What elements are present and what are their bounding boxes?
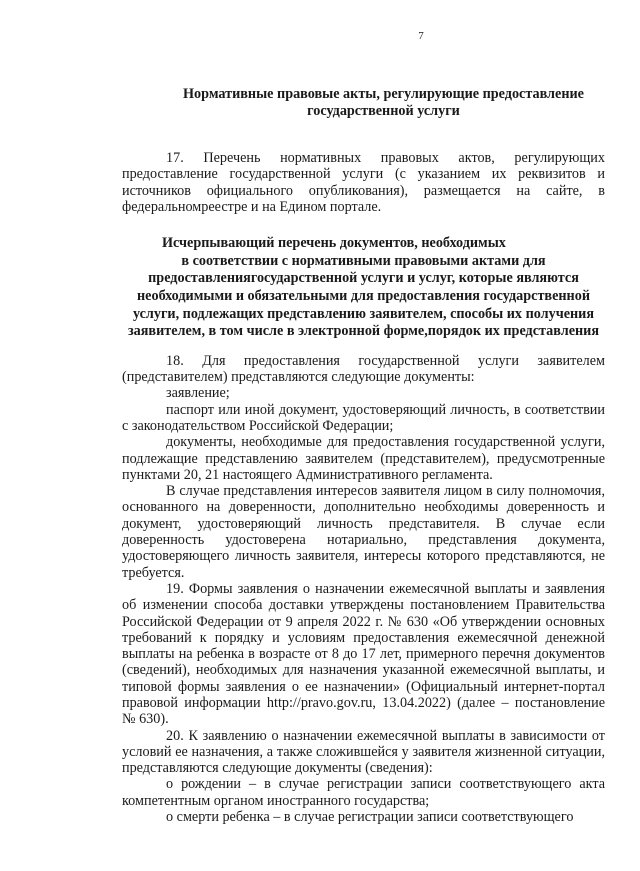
heading-line: Исчерпывающий перечень документов, необходимых bbox=[162, 235, 506, 252]
paragraph-20: 20. К заявлению о назначении ежемесячной выплаты в зависимости от условий ее назначения, а также сложившейся у заявителя жизненной ситуации, представляются следующие документы (сведения): bbox=[122, 727, 605, 777]
paragraph-18: 18. Для предоставления государственной услуги заявителем (представителем) представляются следующие документы: bbox=[122, 352, 605, 386]
paragraph-18-item: В случае представления интересов заявителя лицом в силу полномочия, основанного на доверенности, дополнительно необходимы доверенность и документ, удостоверяющий личность представителя. В случае если доверенность удостоверена нотариально, представления документа, удостоверяющего личность заявителя, интересы которого представляются, не требуется. bbox=[122, 483, 605, 581]
paragraph-18-item: документы, необходимые для предоставления государственной услуги, подлежащие представлению заявителем (представителем), предусмотренные пунктами 20, 21 настоящего Административного регламента. bbox=[122, 434, 605, 483]
paragraph-18-item: заявление; bbox=[166, 385, 230, 402]
heading-line: услуги, подлежащих представлению заявителем, способы их получения bbox=[132, 305, 595, 322]
heading-line: Нормативные правовые акты, регулирующие предоставление bbox=[183, 86, 584, 102]
heading-line: необходимыми и обязательными для предоставления государственной bbox=[137, 287, 590, 304]
paragraph-20-item: о рождении – в случае регистрации записи соответствующего акта компетентным органом иностранного государства; bbox=[122, 776, 605, 809]
heading-line: в соответствии с нормативными правовыми актами для bbox=[181, 252, 546, 269]
paragraph-17: 17. Перечень нормативных правовых актов, регулирующих предоставление государственной услуги (с указанием их реквизитов и источников официального опубликования), размещается на сайте, в федеральномреестре и на Едином портале. bbox=[122, 150, 605, 215]
heading-line: предоставлениягосударственной услуги и услуг, которые являются bbox=[148, 270, 579, 287]
heading-line: государственной услуги bbox=[307, 103, 460, 119]
paragraph-19: 19. Формы заявления о назначении ежемесячной выплаты и заявления об изменении способа доставки утверждены постановлением Правительства Российской Федерации от 9 апреля 2022 г. № 630 «Об утверждении основных требований к порядку и условиям предоставления ежемесячной денежной выплаты на ребенка в возрасте от 8 до 17 лет, примерного перечня документов (сведений), необходимых для назначения указанной ежемесячной выплаты, и типовой формы заявления о ее назначении» (Официальный интернет-портал правовой информации http://pravo.gov.ru, 13.04.2022) (далее – постановление № 630). bbox=[122, 580, 605, 728]
heading-line: заявителем, в том числе в электронной форме,порядок их представления bbox=[127, 323, 600, 340]
section-heading-documents bbox=[122, 235, 605, 341]
section-heading-normative-acts bbox=[122, 86, 605, 120]
paragraph-20-item: о смерти ребенка – в случае регистрации записи соответствующего bbox=[166, 809, 574, 826]
paragraph-18-item: паспорт или иной документ, удостоверяющий личность, в соответствии с законодательством Российской Федерации; bbox=[122, 401, 605, 434]
page-number: 7 bbox=[418, 30, 424, 42]
